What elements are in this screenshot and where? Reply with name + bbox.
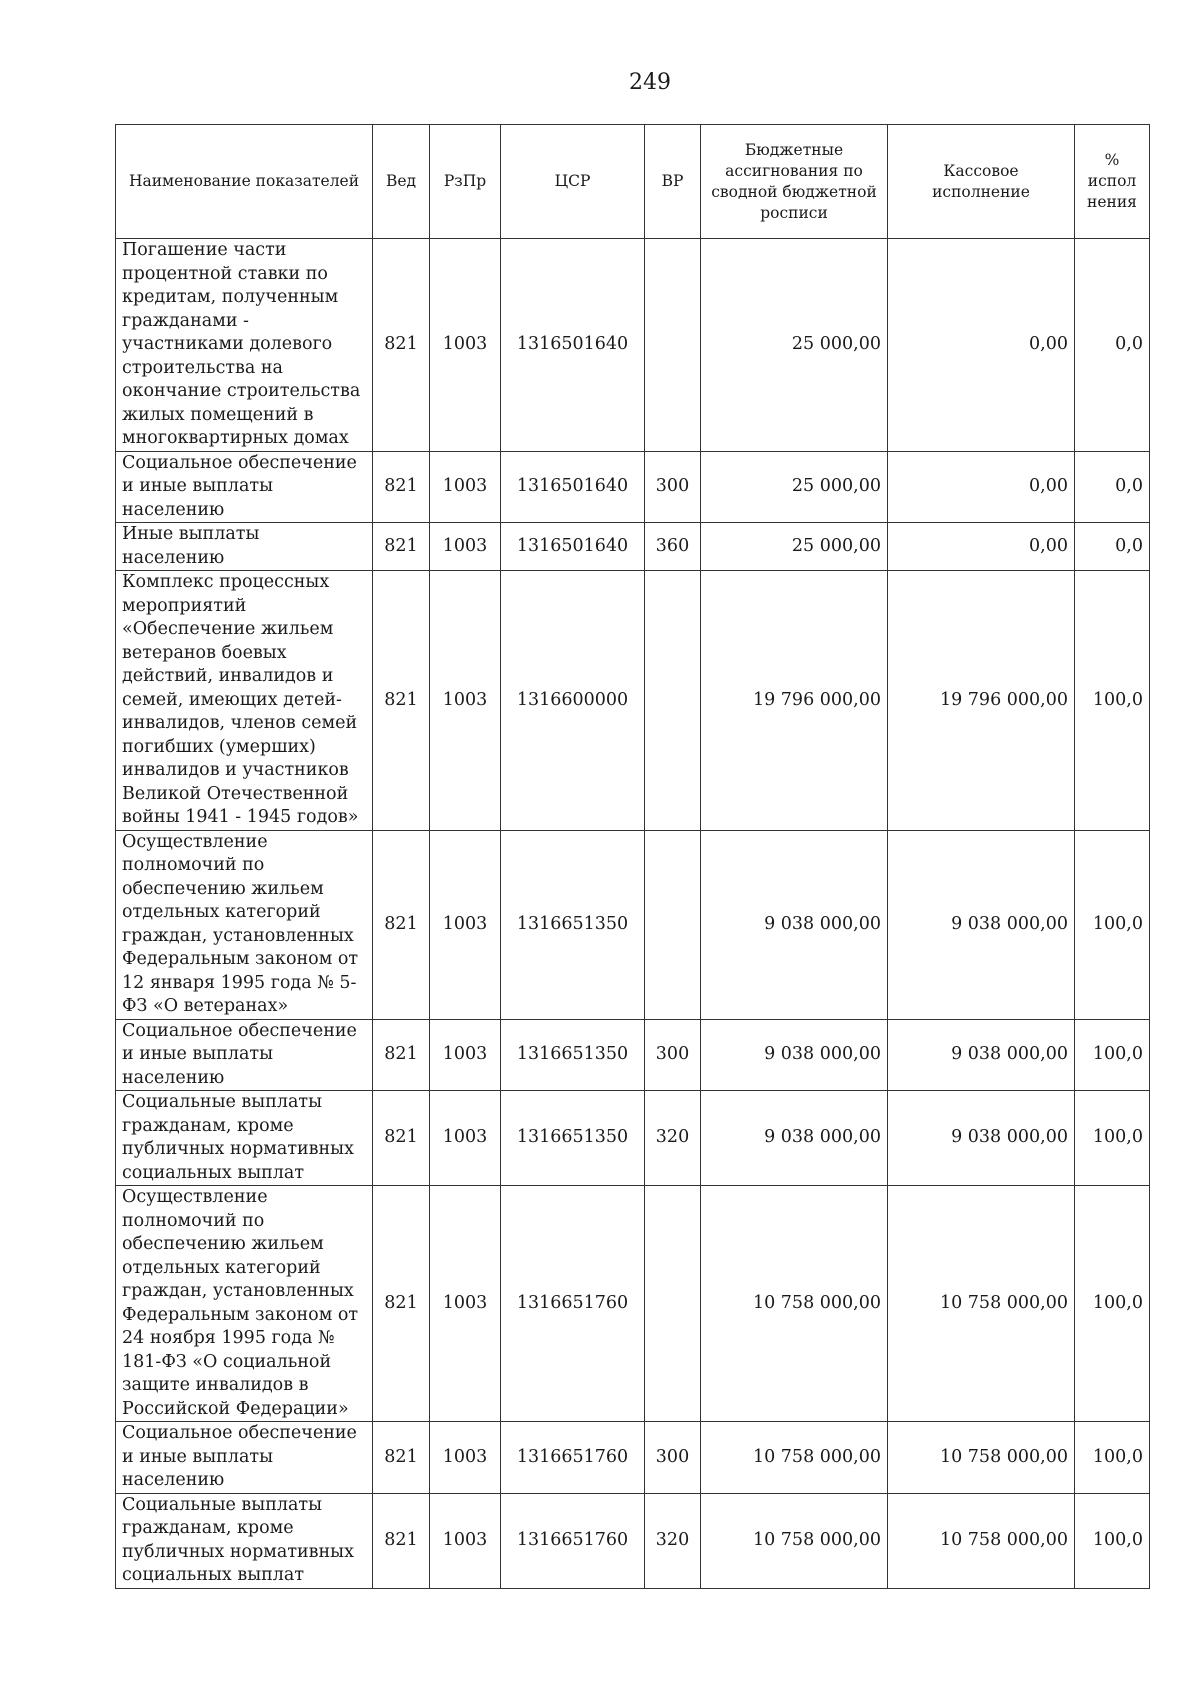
row-cash: 19 796 000,00 xyxy=(888,571,1075,831)
row-budget: 25 000,00 xyxy=(701,523,888,571)
table-row xyxy=(116,1422,1150,1494)
header-pct: % испол нения xyxy=(1075,125,1150,239)
table-row xyxy=(116,1493,1150,1588)
row-budget: 25 000,00 xyxy=(701,239,888,452)
row-rzpr: 1003 xyxy=(430,239,501,452)
row-ved: 821 xyxy=(373,1493,430,1588)
row-cash: 10 758 000,00 xyxy=(888,1493,1075,1588)
row-name: Социальные выплаты гражданам, кроме публичных нормативных социальных выплат xyxy=(116,1091,373,1186)
row-rzpr: 1003 xyxy=(430,1186,501,1422)
row-ved: 821 xyxy=(373,830,430,1019)
row-pct: 100,0 xyxy=(1075,1019,1150,1091)
header-rzpr: РзПр xyxy=(430,125,501,239)
row-vr: 300 xyxy=(645,1019,701,1091)
row-rzpr: 1003 xyxy=(430,1422,501,1494)
table-row xyxy=(116,1091,1150,1186)
row-csr: 1316651760 xyxy=(501,1493,645,1588)
row-cash: 9 038 000,00 xyxy=(888,830,1075,1019)
row-vr xyxy=(645,1186,701,1422)
table-row xyxy=(116,571,1150,831)
row-pct: 100,0 xyxy=(1075,1493,1150,1588)
table-row xyxy=(116,523,1150,571)
row-rzpr: 1003 xyxy=(430,830,501,1019)
row-rzpr: 1003 xyxy=(430,1493,501,1588)
row-csr: 1316651760 xyxy=(501,1422,645,1494)
row-cash: 0,00 xyxy=(888,523,1075,571)
header-budget: Бюджетные ассигнования по сводной бюджетной росписи xyxy=(701,125,888,239)
row-csr: 1316651350 xyxy=(501,830,645,1019)
row-csr: 1316651350 xyxy=(501,1019,645,1091)
row-budget: 9 038 000,00 xyxy=(701,1019,888,1091)
row-cash: 10 758 000,00 xyxy=(888,1186,1075,1422)
row-pct: 100,0 xyxy=(1075,1186,1150,1422)
row-budget: 10 758 000,00 xyxy=(701,1186,888,1422)
row-rzpr: 1003 xyxy=(430,1091,501,1186)
row-vr: 320 xyxy=(645,1493,701,1588)
table-header-row xyxy=(116,125,1150,239)
row-ved: 821 xyxy=(373,1091,430,1186)
row-name: Социальные выплаты гражданам, кроме публичных нормативных социальных выплат xyxy=(116,1493,373,1588)
row-cash: 9 038 000,00 xyxy=(888,1019,1075,1091)
row-rzpr: 1003 xyxy=(430,523,501,571)
row-rzpr: 1003 xyxy=(430,571,501,831)
row-budget: 19 796 000,00 xyxy=(701,571,888,831)
row-csr: 1316501640 xyxy=(501,239,645,452)
table-row xyxy=(116,1019,1150,1091)
header-name: Наименование показателей xyxy=(116,125,373,239)
row-name: Социальное обеспечение и иные выплаты населению xyxy=(116,1422,373,1494)
row-budget: 10 758 000,00 xyxy=(701,1422,888,1494)
row-ved: 821 xyxy=(373,1186,430,1422)
row-cash: 9 038 000,00 xyxy=(888,1091,1075,1186)
row-ved: 821 xyxy=(373,523,430,571)
row-vr xyxy=(645,830,701,1019)
row-csr: 1316600000 xyxy=(501,571,645,831)
row-pct: 100,0 xyxy=(1075,830,1150,1019)
row-csr: 1316651760 xyxy=(501,1186,645,1422)
row-ved: 821 xyxy=(373,239,430,452)
row-csr: 1316501640 xyxy=(501,451,645,523)
row-ved: 821 xyxy=(373,1019,430,1091)
row-vr xyxy=(645,239,701,452)
row-cash: 0,00 xyxy=(888,239,1075,452)
row-pct: 0,0 xyxy=(1075,523,1150,571)
row-name: Комплекс процессных мероприятий «Обеспечение жильем ветеранов боевых действий, инвалидов и семей, имеющих детей-инвалидов, членов семей погибших (умерших) инвалидов и участников Великой Отечественной войны 1941 - 1945 годов» xyxy=(116,571,373,831)
table-row xyxy=(116,830,1150,1019)
row-csr: 1316651350 xyxy=(501,1091,645,1186)
row-pct: 100,0 xyxy=(1075,1091,1150,1186)
row-budget: 9 038 000,00 xyxy=(701,1091,888,1186)
header-ved: Вед xyxy=(373,125,430,239)
row-vr: 360 xyxy=(645,523,701,571)
row-budget: 10 758 000,00 xyxy=(701,1493,888,1588)
row-vr: 300 xyxy=(645,1422,701,1494)
row-name: Социальное обеспечение и иные выплаты населению xyxy=(116,451,373,523)
header-csr: ЦСР xyxy=(501,125,645,239)
row-csr: 1316501640 xyxy=(501,523,645,571)
row-name: Погашение части процентной ставки по кредитам, полученным гражданами - участниками долевого строительства на окончание строительства жилых помещений в многоквартирных домах xyxy=(116,239,373,452)
row-rzpr: 1003 xyxy=(430,451,501,523)
row-ved: 821 xyxy=(373,1422,430,1494)
row-rzpr: 1003 xyxy=(430,1019,501,1091)
row-pct: 0,0 xyxy=(1075,451,1150,523)
row-name: Социальное обеспечение и иные выплаты населению xyxy=(116,1019,373,1091)
row-name: Иные выплаты населению xyxy=(116,523,373,571)
row-pct: 100,0 xyxy=(1075,1422,1150,1494)
header-vr: ВР xyxy=(645,125,701,239)
row-ved: 821 xyxy=(373,571,430,831)
row-budget: 25 000,00 xyxy=(701,451,888,523)
page-number: 249 xyxy=(629,70,671,95)
table-row xyxy=(116,451,1150,523)
row-budget: 9 038 000,00 xyxy=(701,830,888,1019)
row-cash: 10 758 000,00 xyxy=(888,1422,1075,1494)
row-name: Осуществление полномочий по обеспечению жильем отдельных категорий граждан, установленных Федеральным законом от 24 ноября 1995 года № 181-ФЗ «О социальной защите инвалидов в Российской Федерации» xyxy=(116,1186,373,1422)
row-cash: 0,00 xyxy=(888,451,1075,523)
table-row xyxy=(116,1186,1150,1422)
header-cash: Кассовое исполнение xyxy=(888,125,1075,239)
row-vr: 320 xyxy=(645,1091,701,1186)
row-ved: 821 xyxy=(373,451,430,523)
row-name: Осуществление полномочий по обеспечению жильем отдельных категорий граждан, установленных Федеральным законом от 12 января 1995 года № 5-ФЗ «О ветеранах» xyxy=(116,830,373,1019)
row-pct: 0,0 xyxy=(1075,239,1150,452)
table-row xyxy=(116,239,1150,452)
budget-execution-table xyxy=(115,124,1150,1589)
row-vr: 300 xyxy=(645,451,701,523)
row-vr xyxy=(645,571,701,831)
row-pct: 100,0 xyxy=(1075,571,1150,831)
